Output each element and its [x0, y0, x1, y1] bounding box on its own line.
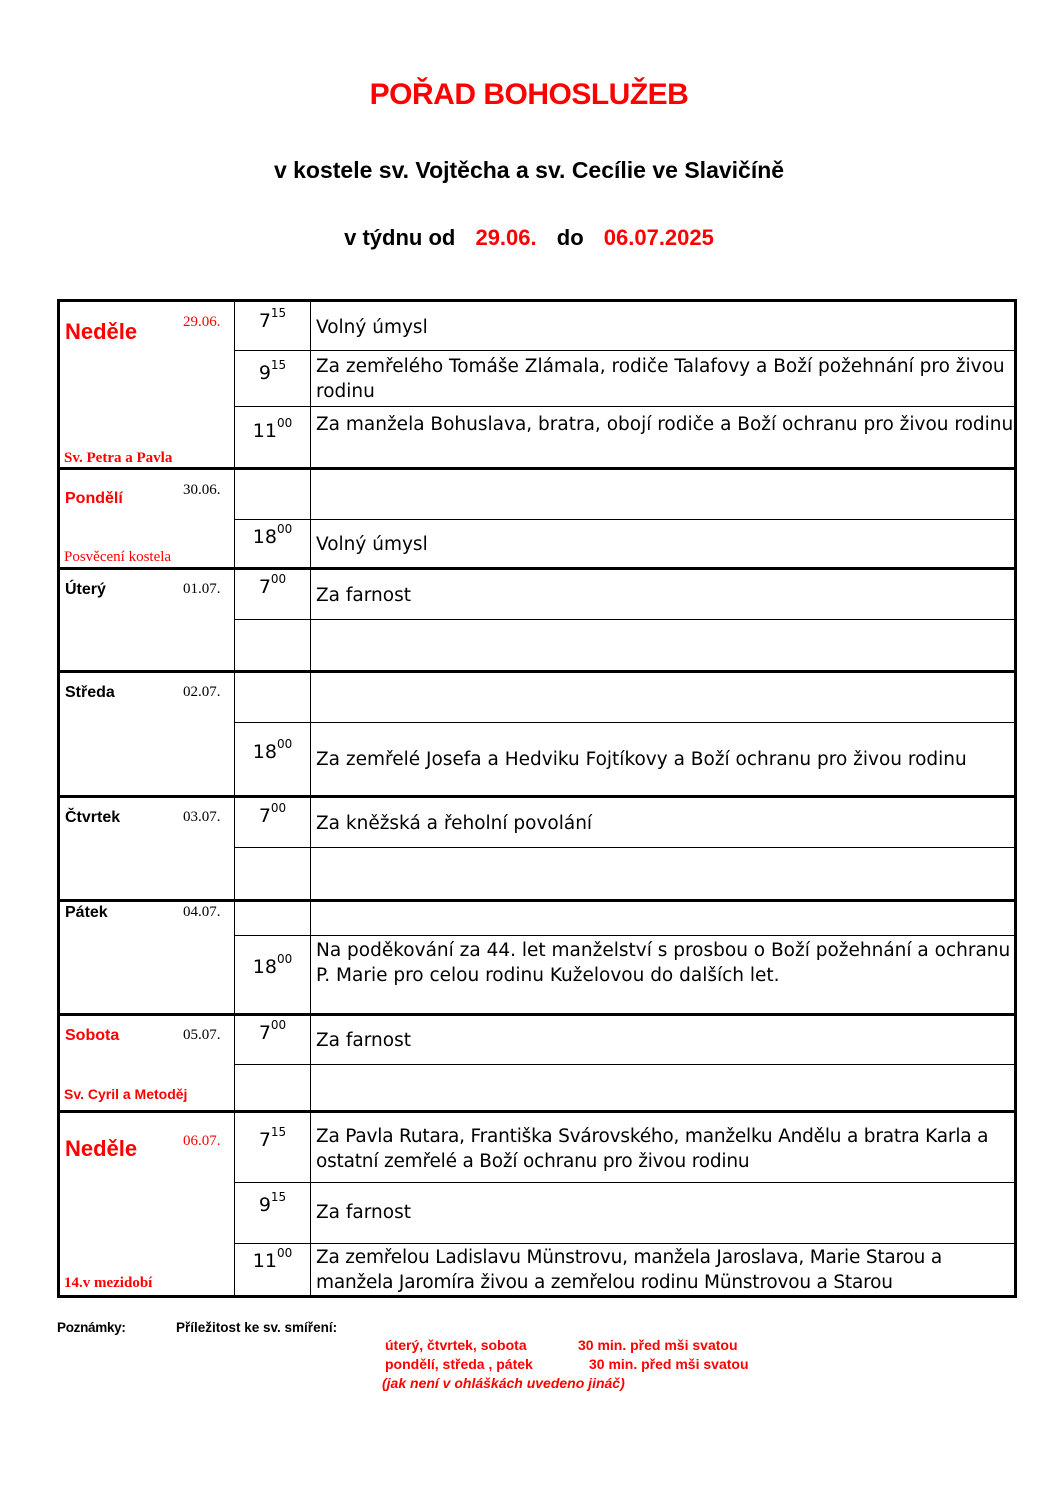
week-range [0, 225, 1058, 251]
mass-time: $7^{00}$ [258, 801, 287, 827]
day-name: Středa [65, 684, 115, 701]
page-title: POŘAD BOHOSLUŽEB [369, 78, 689, 111]
day-name: Úterý [65, 581, 106, 598]
mass-intention: Za farnost [316, 1202, 411, 1223]
date-to: 06.07.2025 [603, 225, 714, 250]
mass-time: $9^{15}$ [258, 1190, 287, 1216]
feast-name: Posvěcení kostela [64, 549, 172, 565]
confession-days-1: úterý, čtvrtek, sobota [385, 1337, 527, 1353]
confession-time-2: 30 min. před mši svatou [589, 1356, 749, 1372]
confession-time-1: 30 min. před mši svatou [578, 1337, 738, 1353]
feast-name: 14.v mezidobí [64, 1275, 153, 1291]
day-name: Neděle [65, 319, 138, 344]
day-date: 04.07. [183, 904, 221, 920]
mass-intention: Za manžela Bohuslava, bratra, obojí rodiče a Boží ochranu pro živou rodinu [316, 414, 1014, 435]
week-mid: do [556, 225, 584, 250]
day-date: 29.06. [183, 314, 221, 330]
confession-note: (jak není v ohláškách uvedeno jináč) [382, 1375, 625, 1391]
mass-time: $7^{15}$ [258, 306, 287, 332]
day-date: 06.07. [183, 1133, 221, 1149]
mass-intention: Na poděkování za 44. let manželství s prosbou o Boží požehnání a ochranu P. Marie pro celou rodinu Kuželovou do dalších let. [316, 940, 1011, 986]
mass-intention: Za farnost [316, 585, 411, 606]
mass-time: $18^{00}$ [252, 952, 293, 978]
mass-time: $18^{00}$ [252, 737, 293, 763]
day-name: Pondělí [65, 490, 123, 507]
mass-time: $7^{00}$ [258, 1018, 287, 1044]
day-date: 05.07. [183, 1027, 221, 1043]
mass-intention: Za Pavla Rutara, Františka Svárovského, manželku Andělu a bratra Karla a ostatní zemřelé a Boží ochranu pro živou rodinu [316, 1126, 989, 1172]
day-name: Pátek [65, 904, 108, 921]
mass-time: $7^{00}$ [258, 572, 287, 598]
feast-name: Sv. Petra a Pavla [64, 450, 173, 466]
date-from: 29.06. [475, 225, 537, 250]
day-name: Čtvrtek [65, 809, 121, 826]
week-prefix: v týdnu od [344, 225, 456, 250]
mass-time: $7^{15}$ [258, 1125, 287, 1151]
mass-intention: Volný úmysl [316, 317, 428, 338]
day-date: 30.06. [183, 482, 221, 498]
day-date: 01.07. [183, 581, 221, 597]
mass-intention: Za zemřelou Ladislavu Münstrovu, manžela Jaroslava, Marie Starou a manžela Jaromíra živou a zemřelou rodinu Münstrovou a Starou [316, 1247, 943, 1293]
mass-time: $9^{15}$ [258, 358, 287, 384]
day-name: Neděle [65, 1136, 138, 1161]
confession-days-2: pondělí, středa , pátek [385, 1356, 533, 1372]
day-name: Sobota [65, 1027, 120, 1044]
schedule-table [57, 299, 1017, 1298]
mass-intention: Volný úmysl [316, 534, 428, 555]
confession-heading: Příležitost ke sv. smíření: [176, 1320, 338, 1335]
church-subtitle: v kostele sv. Vojtěcha a sv. Cecílie ve Slavičíně [273, 157, 785, 183]
mass-time: $18^{00}$ [252, 522, 293, 548]
feast-name: Sv. Cyril a Metoděj [64, 1086, 188, 1102]
mass-time: $11^{00}$ [252, 416, 293, 442]
notes-label: Poznámky: [57, 1320, 126, 1335]
day-date: 03.07. [183, 809, 221, 825]
mass-intention: Za zemřelého Tomáše Zlámala, rodiče Talafovy a Boží požehnání pro živou rodinu [316, 356, 1005, 402]
mass-intention: Za farnost [316, 1030, 411, 1051]
mass-time: $11^{00}$ [252, 1246, 293, 1272]
day-date: 02.07. [183, 684, 221, 700]
mass-intention: Za zemřelé Josefa a Hedviku Fojtíkovy a Boží ochranu pro živou rodinu [316, 749, 967, 770]
mass-intention: Za kněžská a řeholní povolání [316, 813, 593, 834]
